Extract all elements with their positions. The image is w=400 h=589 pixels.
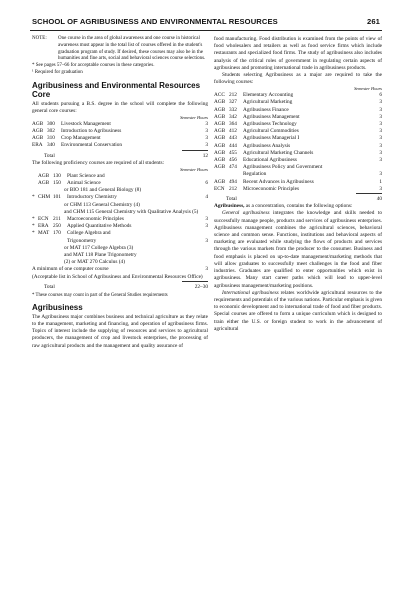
course-alternative: (2) or MAT 270 Calculus (4) (64, 259, 125, 266)
proficiency-intro: The following proficiency courses are required of all students: (32, 159, 165, 166)
subtotal-rule (182, 150, 208, 151)
course-name: Agribusiness Policy and Government (243, 164, 323, 171)
semester-hours-heading: Semester Hours (180, 167, 208, 173)
course-row (214, 186, 382, 193)
course-row (214, 171, 382, 178)
computer-course-row (32, 266, 208, 273)
course-number: 455 (229, 149, 237, 156)
course-number: 302 (47, 128, 55, 134)
footnote-see: * See pages 57–66 for acceptable courses in these categories. (32, 63, 155, 69)
course-marker: * (32, 223, 35, 230)
course-credits: 3 (379, 128, 382, 135)
option-title: International agribusiness (222, 289, 279, 296)
course-number: 444 (229, 142, 237, 149)
course-row (214, 179, 382, 186)
course-credits: 1 (379, 178, 382, 185)
section-title-agribusiness: Agribusiness (32, 303, 83, 313)
note-block (32, 36, 208, 63)
course-name: Macroeconomic Principles (67, 216, 124, 223)
total-value: 22–30 (194, 283, 208, 290)
concentration-intro-text: as a concentration, contains the following options: (244, 203, 353, 210)
option-text: integrates the knowledge and skills needed to successfully manage people, products and services of agribusiness enterprises. Agribusiness management combines the agricultural sciences, behavioral science and common sense. Functions, institutions and behavioral aspects of marketing are evaluated while studying the flows of products and services through the various markets from the producer to the consumer. Business and food emphasis is placed on up-to-date management/marketing methods that will allow graduates to successfully meet challenges in the food and fiber industries. Graduates are qualified to enter opportunities which exist in agribusiness. Many start career paths which will lead to upper-level agribusiness management/marketing positions. (214, 210, 382, 289)
course-row (214, 128, 382, 135)
course-credits: 3 (205, 142, 208, 149)
course-row (214, 150, 382, 157)
course-credits: 3 (379, 106, 382, 113)
course-dept: ECN (38, 216, 49, 223)
general-agribusiness-option (214, 210, 382, 289)
course-name: College Algebra and (67, 230, 111, 237)
course-alternative: or CHM 113 General Chemistry (4) (64, 201, 140, 208)
core-total-row (32, 153, 208, 160)
course-number: 212 (229, 185, 237, 192)
course-credits: 3 (379, 135, 382, 142)
course-number: 474 (229, 164, 237, 171)
course-dept: ERA (38, 223, 49, 230)
concentration-term: Agribusiness, (214, 203, 245, 210)
course-credits: 3 (379, 121, 382, 128)
major-requirements-intro: Students selecting Agribusiness as a major are required to take the following courses: (214, 72, 382, 86)
course-credits: 4 (205, 194, 208, 201)
course-alternative: or BIO 181 and General Biology (8) (64, 187, 142, 194)
semester-hours-heading: Semester Hours (180, 115, 208, 120)
note-label: NOTE: (32, 36, 47, 41)
section-title-core: Agribusiness and Environmental Resources Core (32, 80, 201, 100)
course-name: Introductory Chemistry (67, 194, 117, 201)
course-dept: AGB (214, 121, 226, 128)
course-dept: AGB (214, 135, 226, 142)
course-name: Agribusiness Technology (243, 121, 297, 128)
course-number: 332 (229, 106, 237, 113)
course-dept: AGB (32, 120, 44, 127)
course-name: Agribusiness Analysis (243, 142, 291, 149)
course-number: 456 (229, 157, 237, 164)
course-dept: CHM (38, 194, 51, 201)
major-course-list (214, 92, 382, 193)
course-row (32, 238, 208, 245)
course-number: 443 (229, 135, 237, 142)
course-number: 101 (53, 194, 61, 201)
course-number: 412 (229, 128, 237, 135)
course-number: 130 (53, 172, 61, 179)
course-alternative: and CHM 115 General Chemistry with Qualitative Analysis (5) (64, 208, 199, 215)
course-credits: 3 (379, 157, 382, 164)
course-marker: * (32, 216, 35, 223)
course-name-continued: Regulation (243, 171, 267, 178)
course-credits: 3 (205, 237, 208, 244)
option-title: General agribusiness (222, 210, 270, 217)
computer-course-note: (Acceptable list in School of Agribusiness and Environmental Resources Office) (32, 273, 203, 280)
course-number: 327 (229, 99, 237, 106)
course-number: 340 (47, 142, 55, 149)
core-course-list (32, 121, 208, 150)
course-name: Crop Management (61, 135, 101, 142)
header-rule (30, 30, 382, 31)
international-agribusiness-option (214, 290, 382, 333)
course-row (32, 230, 208, 237)
course-credits: 3 (205, 128, 208, 134)
course-credits (372, 164, 382, 171)
page-header (32, 17, 380, 29)
course-row (214, 157, 382, 164)
course-dept: AGB (32, 128, 44, 134)
course-alternative: or MAT 117 College Algebra (3) (64, 244, 134, 251)
course-credits: 3 (379, 149, 382, 156)
course-dept: AGB (214, 142, 226, 149)
course-name: Agricultural Commodities (243, 128, 299, 135)
course-number: 494 (229, 178, 237, 185)
total-value: 40 (376, 196, 382, 203)
course-number: 310 (47, 135, 55, 142)
course-credits: 3 (205, 223, 208, 230)
course-row (32, 121, 208, 128)
course-name: Microeconomic Principles (243, 185, 300, 192)
course-dept: ECN (214, 185, 225, 192)
course-credits: 3 (205, 216, 208, 223)
course-dept: ACC (214, 92, 225, 99)
course-row (214, 99, 382, 106)
course-dept: ERA (32, 142, 43, 149)
course-name: Recent Advances in Agribusiness (243, 178, 314, 185)
course-name: Educational Agribusiness (243, 157, 297, 164)
option-text: relates worldwide agricultural resources to the requirements and potentials of the various nations. Particular emphasis is given to economic development and to international trade of food and fiber products. Special courses are offered to form a unique curriculum which is designed to train either the U.S. or foreign student to work in the advancement of agricultural (214, 289, 382, 332)
course-row (32, 128, 208, 135)
course-dept: AGB (214, 164, 226, 171)
course-name: Introduction to Agribusiness (61, 128, 122, 134)
proficiency-footnote: * These courses may count in part of the General Studies requirements (32, 293, 168, 299)
course-credits (198, 173, 208, 180)
course-row (214, 107, 382, 114)
course-row (32, 194, 208, 201)
subtotal-rule (356, 193, 382, 194)
course-name: Applied Quantitative Methods (67, 223, 132, 230)
course-credits: 3 (205, 266, 208, 273)
proficiency-total-row (32, 284, 208, 291)
course-name: Plant Science and (67, 172, 105, 179)
course-dept: AGB (214, 149, 226, 156)
total-label: Total (44, 283, 55, 290)
course-number: 170 (53, 230, 61, 237)
course-credits: 3 (379, 142, 382, 149)
course-number: 212 (229, 92, 237, 99)
course-row (32, 173, 208, 180)
course-dept: AGB (32, 135, 44, 142)
course-credits: 3 (205, 120, 208, 127)
course-dept: AGB (38, 172, 50, 179)
course-name: Agribusiness Finance (243, 106, 289, 113)
subtotal-rule (182, 281, 208, 282)
course-dept: AGB (214, 178, 226, 185)
course-number: 250 (53, 223, 61, 230)
proficiency-course-list (32, 173, 208, 267)
course-name: Environmental Conservation (61, 142, 123, 149)
course-credits: 3 (379, 171, 382, 178)
course-marker: * (32, 194, 35, 201)
course-row (32, 223, 208, 230)
computer-course-text: A minimum of one computer course (32, 266, 109, 273)
footnote-required: ¹ Required for graduation (32, 69, 83, 75)
course-row (214, 164, 382, 171)
semester-hours-heading: Semester Hours (354, 86, 382, 92)
course-row (214, 92, 382, 99)
right-column (214, 36, 382, 333)
course-credits: 3 (379, 185, 382, 192)
course-number: 342 (229, 113, 237, 120)
course-dept: MAT (38, 230, 50, 237)
course-credits: 3 (205, 135, 208, 142)
course-alternative: and MAT 118 Plane Trigonometry (64, 252, 137, 259)
left-column (32, 36, 208, 350)
course-name-continued: Trigonometry (67, 237, 97, 244)
course-row (32, 135, 208, 142)
course-name: Elementary Accounting (243, 92, 294, 99)
course-credits: 3 (379, 113, 382, 120)
running-title: SCHOOL OF AGRIBUSINESS AND ENVIRONMENTAL RESOURCES (32, 17, 278, 26)
course-row (32, 142, 208, 149)
course-name: Agricultural Marketing (243, 99, 293, 106)
course-number: 364 (229, 121, 237, 128)
course-row (214, 114, 382, 121)
course-name: Agricultural Marketing Channels (243, 149, 314, 156)
total-value: 12 (202, 152, 208, 159)
course-dept: AGB (214, 99, 226, 106)
course-number: 300 (47, 120, 55, 127)
course-number: 150 (53, 180, 61, 187)
course-name: Animal Science (67, 180, 101, 187)
course-row (32, 216, 208, 223)
note-text: One course in the area of global awareness and one course in historical awareness must appear in the total list of courses offered in the student's graduation program of study. If desired, these courses may also be in the humanities and fine arts, social and behavioral sciences course selections. (58, 36, 206, 62)
total-label: Total (44, 152, 55, 159)
course-row (214, 143, 382, 150)
course-credits: 3 (379, 99, 382, 106)
course-name: Agribusiness Managerial I (243, 135, 300, 142)
course-credits: 6 (379, 92, 382, 99)
total-label: Total (226, 196, 237, 203)
course-dept: AGB (38, 180, 50, 187)
course-dept: AGB (214, 106, 226, 113)
page-number: 261 (367, 17, 380, 26)
course-name: Livestock Management (61, 120, 111, 127)
course-credits: 6 (205, 180, 208, 187)
course-name: Agribusiness Management (243, 113, 300, 120)
course-dept: AGB (214, 113, 226, 120)
agribusiness-description-continued: food manufacturing. Food distribution is examined from the points of view of food wholesalers and retailers as well as food service firms which include restaurants and specialized food firms. The study of agribusiness also includes analysis of the critical roles of government in regulating certain aspects of agribusiness and promoting international trade in agribusiness products. (214, 36, 382, 71)
agribusiness-description: The Agribusiness major combines business and technical agriculture as they relate to the management, marketing and financing, and operation of agribusiness firms. Topics of interest include the supplying of resources and services to agricultural producers, the management of crop and livestock enterprises, the processing of raw agricultural products and the management and quality assurance of (32, 313, 208, 349)
course-row (214, 135, 382, 142)
course-number: 211 (53, 216, 61, 223)
concentration-intro (214, 203, 382, 210)
course-row (214, 121, 382, 128)
course-dept: AGB (214, 157, 226, 164)
course-credits (198, 230, 208, 237)
course-marker: * (32, 230, 35, 237)
course-dept: AGB (214, 128, 226, 135)
core-intro: All students pursuing a B.S. degree in the school will complete the following general core courses: (32, 100, 208, 114)
